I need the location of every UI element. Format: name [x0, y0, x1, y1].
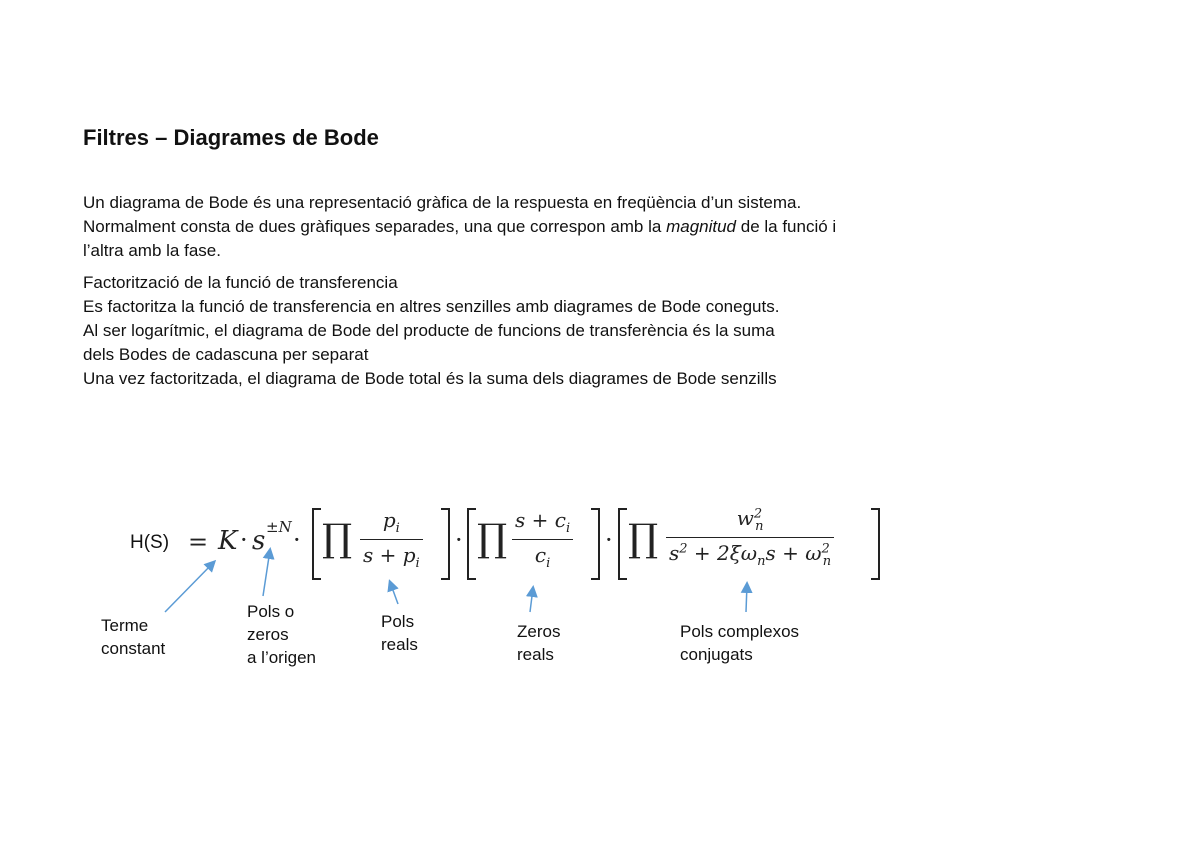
product-symbol: ∏ — [628, 516, 659, 560]
arrow-terme — [165, 562, 214, 612]
annotation-line: Pols o — [247, 602, 295, 621]
num-text: s + c — [515, 508, 566, 532]
intro-line-3: l’altra amb la fase. — [83, 241, 221, 260]
num-sup: 2 — [753, 506, 763, 522]
num-sub: i — [395, 521, 400, 536]
annotation-line: constant — [101, 639, 166, 658]
den-sub: i — [546, 556, 551, 571]
factorization-line: Al ser logarítmic, el diagrama de Bode del producte de funcions de transferència és la suma — [83, 321, 775, 340]
annotation-line: a l’origen — [247, 648, 316, 667]
factorization-line: Es factoritza la funció de transferencia en altres senzilles amb diagrames de Bode coneguts. — [83, 297, 780, 316]
annotation-line: reals — [517, 645, 554, 664]
factorization-line: dels Bodes de cadascuna per separat — [83, 345, 369, 364]
equals-sign: = — [188, 528, 209, 556]
den-text: c — [534, 543, 547, 567]
den-c-sub: n — [822, 554, 832, 569]
den-sub: i — [415, 556, 420, 571]
num-text: p — [382, 508, 396, 532]
annotation-zeros-reals — [517, 620, 560, 666]
page-title: Filtres – Diagrames de Bode — [83, 125, 379, 150]
dot-operator: · — [455, 526, 463, 554]
factorization-line: Factorització de la funció de transferencia — [83, 273, 398, 292]
factorization-line: Una vez factoritzada, el diagrama de Bode total és la suma dels diagrames de Bode senzills — [83, 369, 777, 388]
annotation-pols-complexos — [680, 620, 799, 666]
s-variable: s — [252, 526, 266, 556]
intro-italic-word: magnitud — [666, 217, 737, 236]
dot-operator: · — [605, 526, 613, 554]
annotation-line: Pols — [381, 612, 415, 631]
arrow-complexos — [746, 584, 747, 612]
annotation-line: zeros — [247, 625, 289, 644]
intro-line-2-start: Normalment consta de dues gràfiques separades, una que correspon amb la — [83, 217, 667, 236]
annotation-line: Terme — [101, 616, 149, 635]
arrow-origen — [263, 550, 270, 596]
product-symbol: ∏ — [322, 516, 353, 560]
annotation-line: Zeros — [517, 622, 561, 641]
exponent-pm-n: ±N — [266, 518, 292, 536]
annotation-terme-constant — [101, 614, 165, 660]
num-sub: i — [565, 521, 571, 536]
den-c: s + ω — [765, 541, 822, 565]
arrow-pols-reals — [390, 582, 398, 604]
den-b-sub: n — [757, 554, 766, 569]
intro-line-2-end: de la funció i — [736, 217, 837, 236]
annotation-line: reals — [381, 635, 418, 654]
equation-lhs: H(S) — [130, 532, 170, 553]
annotation-pols-origen — [247, 600, 316, 669]
den-text: s + p — [363, 543, 416, 567]
annotation-line: conjugats — [680, 645, 753, 664]
den-a: s — [669, 541, 680, 565]
intro-line-1: Un diagrama de Bode és una representació gràfica de la respuesta en freqüència d’un sistema. — [83, 193, 802, 212]
annotation-line: Pols complexos — [680, 622, 800, 641]
product-symbol: ∏ — [477, 516, 508, 560]
den-c-sup: 2 — [821, 541, 830, 557]
gain-k: K — [218, 526, 238, 556]
dot-operator: · — [240, 526, 248, 554]
dot-operator: · — [293, 526, 301, 554]
annotation-pols-reals — [381, 610, 418, 656]
den-a-sup: 2 — [679, 541, 688, 557]
num-text: w — [736, 506, 754, 530]
num-sub: n — [755, 519, 764, 534]
arrow-zeros-reals — [530, 588, 533, 612]
den-b: + 2ξω — [687, 541, 758, 565]
